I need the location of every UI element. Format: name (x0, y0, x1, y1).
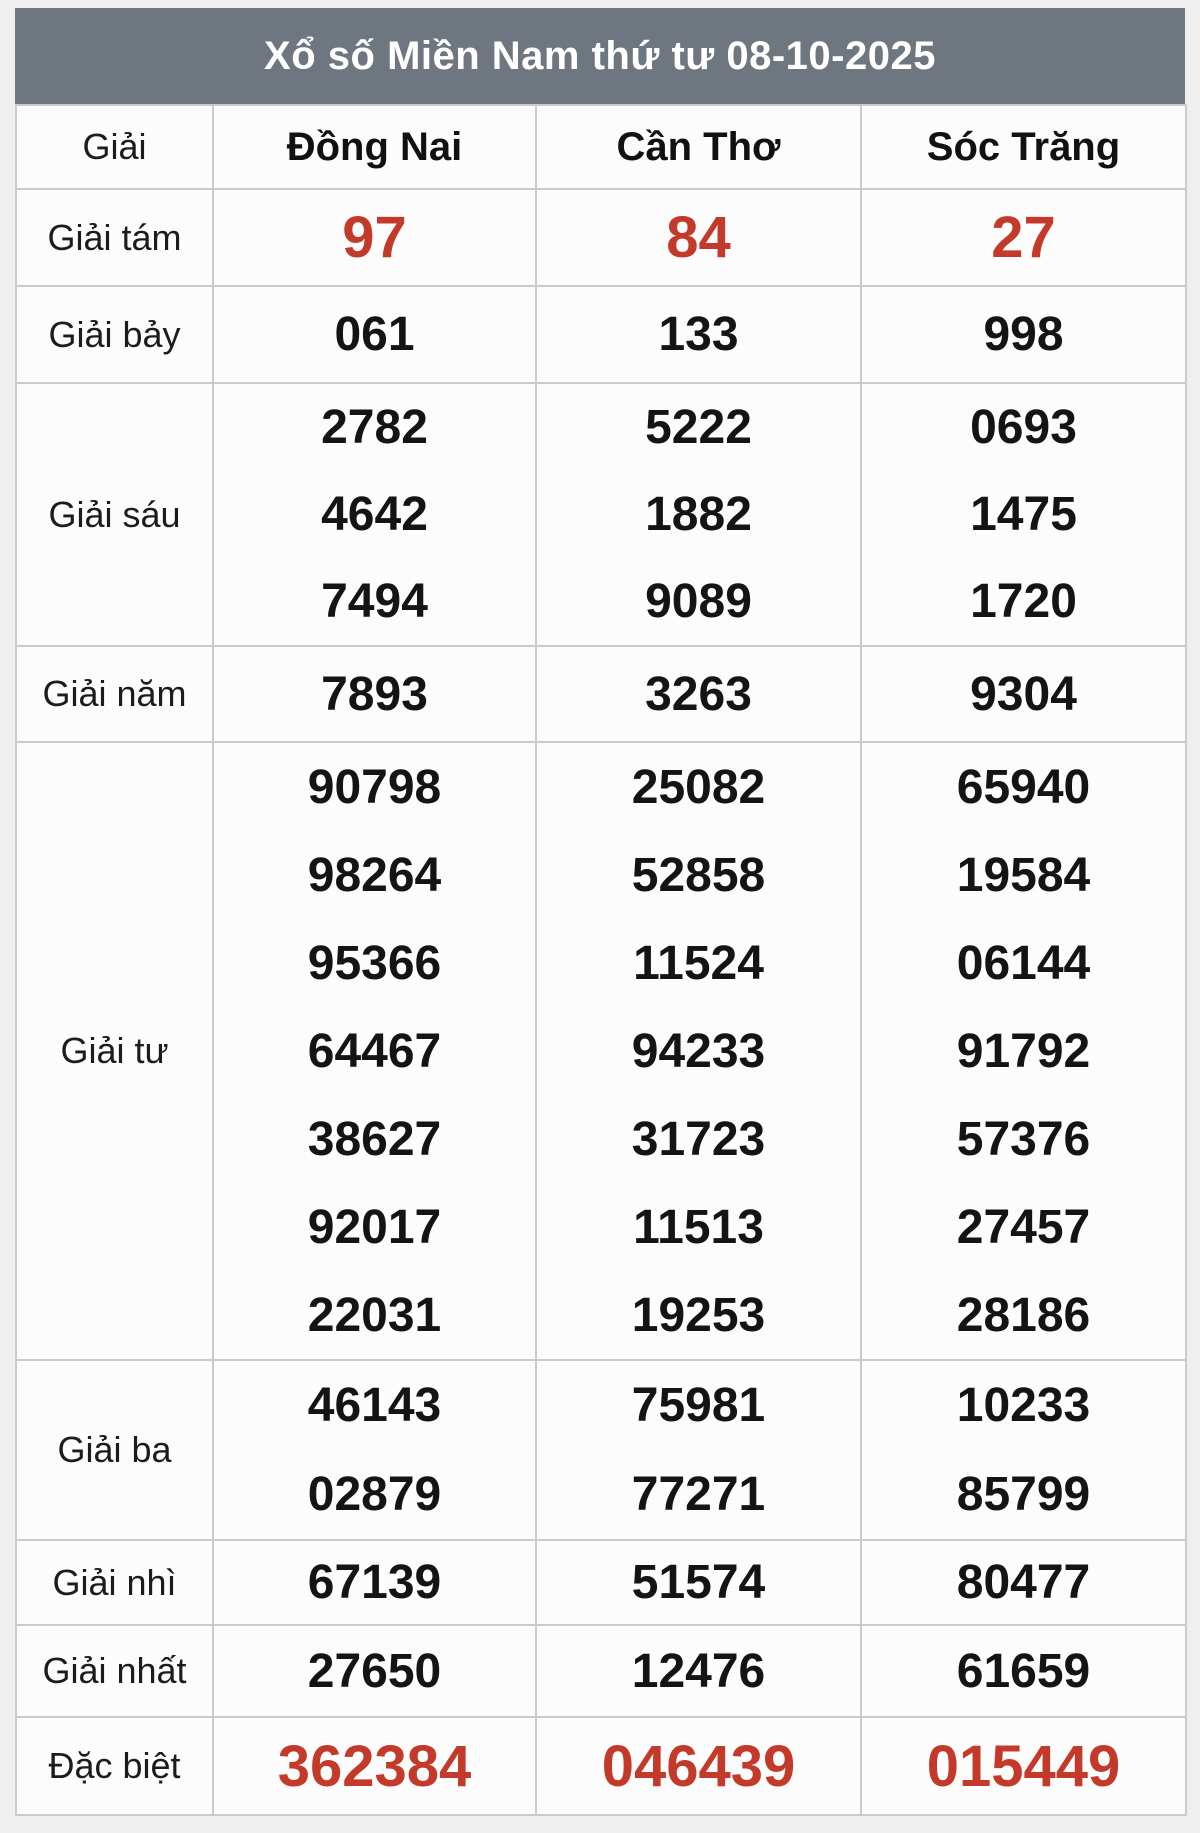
result-number: 061 (213, 286, 536, 383)
result-number: 1720 (970, 575, 1077, 628)
prize-row-giai-tam (16, 189, 1186, 286)
prize-label: Giải năm (16, 646, 213, 742)
result-number-group (213, 383, 536, 646)
result-number: 77271 (631, 1468, 766, 1521)
result-number: 3263 (536, 646, 861, 742)
result-number: 133 (536, 286, 861, 383)
result-number: 52858 (631, 848, 766, 902)
result-number: 10233 (956, 1379, 1091, 1432)
result-number: 31723 (631, 1112, 766, 1166)
result-number: 22031 (307, 1288, 442, 1342)
prize-label: Giải tám (16, 189, 213, 286)
result-number: 46143 (307, 1379, 442, 1432)
page-title: Xổ số Miền Nam thứ tư 08-10-2025 (264, 33, 936, 78)
result-number: 11524 (633, 936, 764, 990)
result-number: 28186 (956, 1288, 1091, 1342)
prize-row-dac-biet (16, 1717, 1186, 1815)
column-header-can-tho: Cần Thơ (536, 105, 861, 189)
result-number-group (861, 383, 1186, 646)
result-number: 2782 (321, 401, 428, 454)
result-number: 1882 (645, 488, 752, 541)
result-number: 7893 (213, 646, 536, 742)
header-row (16, 105, 1186, 189)
result-number: 25082 (631, 760, 766, 814)
result-number: 65940 (956, 760, 1091, 814)
result-number: 9304 (861, 646, 1186, 742)
result-number: 91792 (956, 1024, 1091, 1078)
prize-label: Giải ba (16, 1360, 213, 1540)
result-number: 95366 (307, 936, 442, 990)
result-number: 11513 (633, 1200, 764, 1254)
prize-row-giai-sau (16, 383, 1186, 646)
prize-row-giai-bay (16, 286, 1186, 383)
result-number: 67139 (213, 1540, 536, 1625)
result-number: 98264 (307, 848, 442, 902)
result-number-group (536, 742, 861, 1360)
result-number: 19253 (631, 1288, 766, 1342)
result-number: 90798 (307, 760, 442, 814)
result-number: 94233 (631, 1024, 766, 1078)
result-number: 015449 (861, 1717, 1186, 1815)
result-number: 27650 (213, 1625, 536, 1717)
result-number: 27457 (956, 1200, 1091, 1254)
lottery-results-table (15, 104, 1187, 1816)
result-number-group (536, 1360, 861, 1540)
result-number-group (861, 1360, 1186, 1540)
prize-label: Đặc biệt (16, 1717, 213, 1815)
column-header-prize: Giải (16, 105, 213, 189)
result-number: 998 (861, 286, 1186, 383)
result-number: 84 (536, 189, 861, 286)
result-number: 57376 (956, 1112, 1091, 1166)
result-number: 61659 (861, 1625, 1186, 1717)
result-number: 85799 (956, 1468, 1091, 1521)
result-number: 1475 (970, 488, 1077, 541)
prize-label: Giải nhất (16, 1625, 213, 1717)
result-number: 92017 (307, 1200, 442, 1254)
prize-row-giai-nhi (16, 1540, 1186, 1625)
prize-label: Giải sáu (16, 383, 213, 646)
result-number-group (536, 383, 861, 646)
title-bar (15, 8, 1185, 104)
result-number: 046439 (536, 1717, 861, 1815)
result-number: 4642 (321, 488, 428, 541)
result-number: 9089 (645, 575, 752, 628)
result-number-group (213, 742, 536, 1360)
result-number: 0693 (970, 401, 1077, 454)
result-number: 362384 (213, 1717, 536, 1815)
result-number: 64467 (307, 1024, 442, 1078)
prize-row-giai-tu (16, 742, 1186, 1360)
result-number: 7494 (321, 575, 428, 628)
result-number: 97 (213, 189, 536, 286)
column-header-soc-trang: Sóc Trăng (861, 105, 1186, 189)
prize-label: Giải tư (16, 742, 213, 1360)
result-number: 5222 (645, 401, 752, 454)
result-number: 27 (861, 189, 1186, 286)
prize-row-giai-ba (16, 1360, 1186, 1540)
prize-label: Giải bảy (16, 286, 213, 383)
result-number-group (861, 742, 1186, 1360)
result-number: 38627 (307, 1112, 442, 1166)
prize-row-giai-nam (16, 646, 1186, 742)
result-number-group (213, 1360, 536, 1540)
result-number: 51574 (536, 1540, 861, 1625)
result-number: 19584 (956, 848, 1091, 902)
prize-row-giai-nhat (16, 1625, 1186, 1717)
result-number: 02879 (307, 1468, 442, 1521)
result-number: 75981 (631, 1379, 766, 1432)
column-header-dong-nai: Đồng Nai (213, 105, 536, 189)
result-number: 12476 (536, 1625, 861, 1717)
result-number: 06144 (956, 936, 1091, 990)
result-number: 80477 (861, 1540, 1186, 1625)
prize-label: Giải nhì (16, 1540, 213, 1625)
